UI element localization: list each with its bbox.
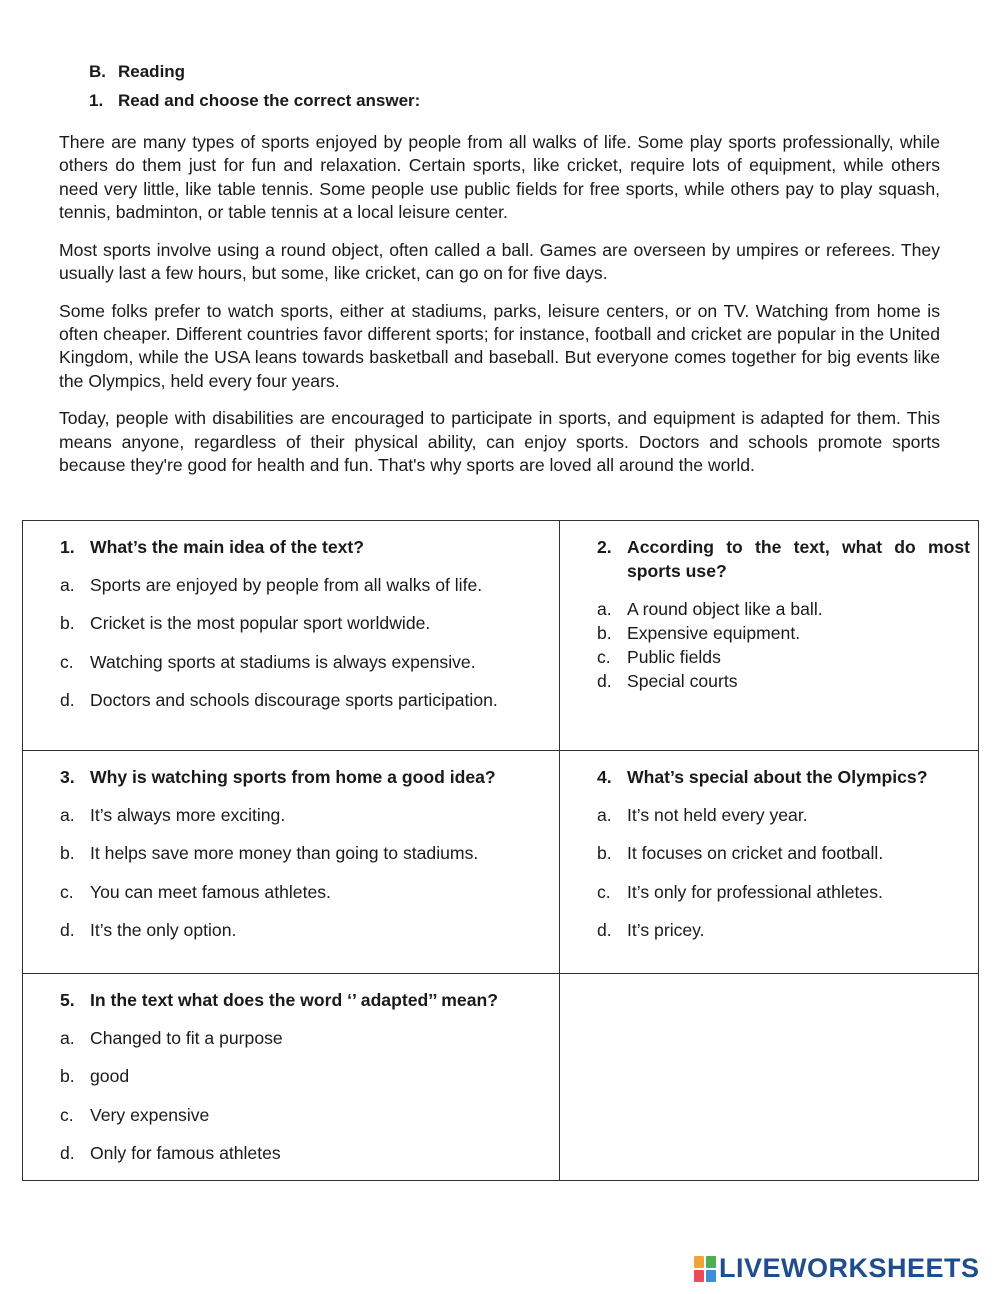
answer-option-c[interactable] (597, 880, 970, 904)
question-title (597, 765, 970, 789)
answer-option-b[interactable] (60, 611, 551, 635)
answer-option-b[interactable] (60, 841, 551, 865)
question-text: Why is watching sports from home a good idea? (90, 767, 496, 787)
answer-option-c[interactable] (60, 650, 551, 674)
questions-row (23, 974, 979, 1181)
option-letter: d. (60, 919, 75, 940)
answer-option-d[interactable] (597, 918, 970, 942)
option-letter: b. (60, 613, 75, 634)
option-letter: c. (60, 651, 74, 672)
option-letter: a. (60, 1028, 75, 1048)
option-letter: b. (60, 843, 75, 864)
question-cell-1 (23, 521, 560, 751)
question-title (60, 988, 551, 1012)
questions-row (23, 521, 979, 751)
section-heading (89, 60, 420, 89)
answer-option-a[interactable] (597, 803, 970, 827)
question-cell-3 (23, 751, 560, 974)
option-text: Sports are enjoyed by people from all walks of life. (90, 575, 483, 595)
answer-option-b[interactable] (597, 841, 970, 865)
answer-option-a[interactable] (597, 597, 970, 621)
option-text: Special courts (627, 671, 738, 691)
option-text: Changed to fit a purpose (90, 1028, 283, 1048)
option-letter: a. (597, 805, 612, 825)
passage-paragraph: Some folks prefer to watch sports, either at stadiums, parks, leisure centers, or on TV. Watching from home is often cheaper. Different countries favor different sports; for instance, football and cricket are popular in the United Kingdom, while the USA leans towards basketball and baseball. But everyone comes together for big events like the Olympics, held every four years. (59, 300, 940, 391)
option-letter: a. (60, 805, 75, 825)
option-text: Public fields (627, 647, 721, 667)
question-4 (560, 751, 978, 942)
option-text: It’s always more exciting. (90, 805, 286, 825)
passage-paragraph: Today, people with disabilities are encouraged to participate in sports, and equipment is adapted for them. This means anyone, regardless of their physical ability, can enjoy sports. Doctors and schools promote sports because they're good for health and fun. That's why sports are loved all around the world. (59, 408, 940, 476)
liveworksheets-logo[interactable] (694, 1253, 980, 1284)
option-letter: d. (597, 919, 612, 940)
option-letter: a. (60, 575, 75, 595)
option-text: Doctors and schools discourage sports participation. (90, 689, 498, 710)
question-number: 3. (60, 767, 75, 787)
option-text: It focuses on cricket and football. (627, 843, 884, 864)
passage-paragraph: Most sports involve using a round object, often called a ball. Games are overseen by umpires or referees. They usually last a few hours, but some, like cricket, can go on for five days. (59, 239, 940, 283)
option-text: Watching sports at stadiums is always expensive. (90, 651, 476, 672)
logo-blocks-icon (694, 1256, 716, 1282)
option-letter: c. (60, 1104, 74, 1125)
question-text: According to the text, what do most sports use? (627, 537, 970, 581)
option-text: good (90, 1066, 130, 1087)
answer-option-b[interactable] (597, 621, 970, 645)
option-text: Cricket is the most popular sport worldwide. (90, 613, 431, 634)
answer-option-c[interactable] (60, 880, 551, 904)
option-text: It’s not held every year. (627, 805, 808, 825)
section-headings (89, 60, 420, 118)
option-text: Only for famous athletes (90, 1142, 281, 1163)
question-number: 4. (597, 767, 612, 787)
question-title (60, 535, 551, 559)
option-text: A round object like a ball. (627, 599, 823, 619)
answer-option-a[interactable] (60, 1026, 551, 1050)
answer-option-a[interactable] (60, 573, 551, 597)
instruction-text: Read and choose the correct answer: (118, 91, 421, 110)
instruction-number: 1. (89, 91, 104, 110)
question-5 (23, 974, 559, 1165)
logo-block (706, 1256, 716, 1268)
question-cell-2 (560, 521, 979, 751)
logo-block (706, 1270, 716, 1282)
option-text: Very expensive (90, 1104, 210, 1125)
option-letter: d. (60, 689, 75, 710)
answer-option-a[interactable] (60, 803, 551, 827)
answer-option-c[interactable] (60, 1103, 551, 1127)
logo-block (694, 1256, 704, 1268)
option-letter: b. (597, 623, 612, 643)
section-letter: B. (89, 62, 106, 81)
question-text: What’s the main idea of the text? (90, 537, 365, 557)
option-letter: b. (60, 1066, 75, 1087)
question-number: 1. (60, 537, 75, 557)
instruction-heading (89, 89, 420, 118)
option-letter: d. (60, 1142, 75, 1163)
option-text: It’s pricey. (627, 919, 705, 940)
question-number: 2. (597, 537, 612, 557)
empty-cell (560, 974, 979, 1181)
option-text: It helps save more money than going to stadiums. (90, 843, 479, 864)
option-text: You can meet famous athletes. (90, 881, 331, 902)
option-text: It’s only for professional athletes. (627, 881, 883, 902)
option-letter: b. (597, 843, 612, 864)
option-text: Expensive equipment. (627, 623, 801, 643)
option-letter: c. (60, 881, 74, 902)
questions-table (22, 520, 979, 1181)
answer-option-c[interactable] (597, 645, 970, 669)
option-text: It’s the only option. (90, 919, 237, 940)
option-letter: d. (597, 671, 612, 691)
option-letter: a. (597, 599, 612, 619)
answer-option-d[interactable] (60, 688, 551, 712)
question-3 (23, 751, 559, 942)
question-text: What’s special about the Olympics? (627, 767, 928, 787)
section-title: Reading (118, 62, 186, 81)
question-1 (23, 521, 559, 712)
questions-row (23, 751, 979, 974)
reading-passage (59, 131, 940, 492)
logo-block (694, 1270, 704, 1282)
question-cell-4 (560, 751, 979, 974)
question-cell-5 (23, 974, 560, 1181)
question-title (597, 535, 970, 583)
question-number: 5. (60, 990, 75, 1010)
question-text: In the text what does the word ‘’ adapted’’ mean? (90, 990, 498, 1010)
logo-text: LIVEWORKSHEETS (719, 1253, 980, 1283)
passage-paragraph: There are many types of sports enjoyed by people from all walks of life. Some play sports professionally, while others do them just for fun and relaxation. Certain sports, like cricket, require lots of equipment, while others need very little, like table tennis. Some people use public fields for free sports, while others pay to play squash, tennis, badminton, or table tennis at a local leisure center. (59, 132, 940, 222)
option-letter: c. (597, 647, 611, 667)
answer-option-d[interactable] (60, 1141, 551, 1165)
question-2 (560, 521, 978, 693)
answer-option-d[interactable] (60, 918, 551, 942)
answer-option-d[interactable] (597, 669, 970, 693)
option-letter: c. (597, 881, 611, 902)
answer-option-b[interactable] (60, 1064, 551, 1088)
question-title (60, 765, 551, 789)
